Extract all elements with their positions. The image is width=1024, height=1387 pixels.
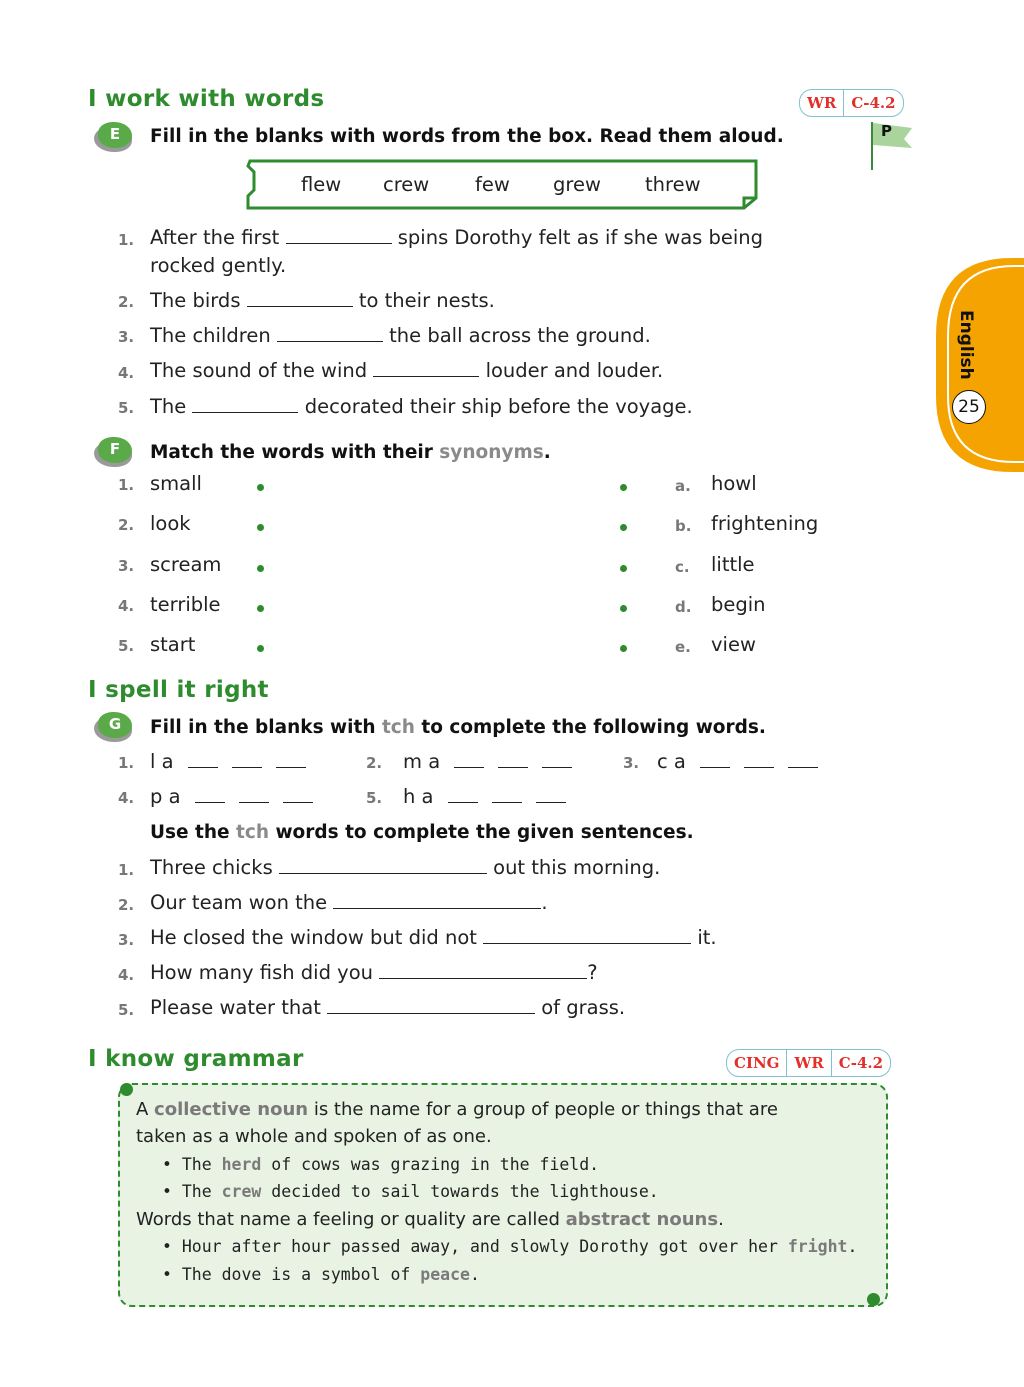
letter-blank[interactable] bbox=[536, 790, 566, 803]
match-right-word: little bbox=[711, 553, 755, 576]
box-word: threw bbox=[645, 173, 701, 196]
section-title-words: I work with words bbox=[88, 86, 325, 112]
skill-tags bbox=[799, 89, 904, 117]
option-letter: e. bbox=[675, 638, 691, 656]
match-left-word: start bbox=[150, 633, 196, 656]
option-letter: c. bbox=[675, 558, 690, 576]
match-dot-right[interactable] bbox=[620, 565, 627, 572]
letter-blank[interactable] bbox=[188, 755, 218, 768]
corner-dot bbox=[120, 1083, 133, 1096]
option-letter: a. bbox=[675, 477, 691, 495]
option-letter: d. bbox=[675, 598, 692, 616]
tag: C-4.2 bbox=[843, 90, 902, 116]
item-number: 3. bbox=[118, 328, 135, 346]
page-number: 25 bbox=[952, 390, 986, 424]
letter-blank[interactable] bbox=[283, 790, 313, 803]
instruction-use-tch: Use the tch words to complete the given sentences. bbox=[150, 822, 694, 843]
item-number: 1. bbox=[118, 754, 135, 772]
blank[interactable] bbox=[333, 894, 541, 909]
match-dot-right[interactable] bbox=[620, 524, 627, 531]
section-title-grammar: I know grammar bbox=[88, 1046, 304, 1072]
tag: WR bbox=[786, 1050, 830, 1076]
item-number: 4. bbox=[118, 789, 135, 807]
tag: C-4.2 bbox=[831, 1050, 890, 1076]
box-word: flew bbox=[301, 173, 342, 196]
sentence-e1: After the first spins Dorothy felt as if she was being bbox=[150, 226, 764, 249]
item-number: 2. bbox=[118, 516, 135, 534]
exercise-badge-e: E bbox=[94, 122, 134, 152]
match-right-word: view bbox=[711, 633, 756, 656]
instruction-e: Fill in the blanks with words from the box. Read them aloud. bbox=[150, 126, 784, 147]
blank[interactable] bbox=[192, 398, 298, 413]
letter-blank[interactable] bbox=[276, 755, 306, 768]
instruction-f: Match the words with their synonyms. bbox=[150, 442, 551, 463]
item-number: 3. bbox=[118, 557, 135, 575]
grammar-para-2: Words that name a feeling or quality are called abstract nouns. bbox=[136, 1209, 724, 1230]
item-number: 4. bbox=[118, 597, 135, 615]
item-number: 2. bbox=[118, 293, 135, 311]
blank[interactable] bbox=[286, 229, 392, 244]
tch-sentence-1: Three chicks out this morning. bbox=[150, 856, 661, 879]
blank[interactable] bbox=[373, 362, 479, 377]
tag: WR bbox=[807, 94, 837, 112]
match-dot-right[interactable] bbox=[620, 605, 627, 612]
match-dot-left[interactable] bbox=[257, 605, 264, 612]
exercise-badge-f: F bbox=[94, 437, 134, 467]
match-dot-left[interactable] bbox=[257, 524, 264, 531]
tch-word-2: m a bbox=[403, 750, 572, 773]
grammar-example: • The dove is a symbol of peace. bbox=[162, 1265, 480, 1284]
grammar-example: • The crew decided to sail towards the lighthouse. bbox=[162, 1182, 659, 1201]
blank[interactable] bbox=[327, 999, 535, 1014]
item-number: 5. bbox=[366, 789, 383, 807]
skill-tags bbox=[726, 1049, 891, 1077]
corner-dot bbox=[867, 1293, 880, 1306]
tch-sentence-2: Our team won the . bbox=[150, 891, 548, 914]
item-number: 3. bbox=[118, 931, 135, 949]
match-right-word: begin bbox=[711, 593, 766, 616]
exercise-badge-g: G bbox=[94, 712, 134, 742]
tch-sentence-4: How many fish did you ? bbox=[150, 961, 598, 984]
grammar-example: • Hour after hour passed away, and slowly Dorothy got over her fright. bbox=[162, 1237, 858, 1256]
sentence-e4: The sound of the wind louder and louder. bbox=[150, 359, 664, 382]
box-word: few bbox=[475, 173, 510, 196]
box-word: crew bbox=[383, 173, 430, 196]
sentence-e3: The children the ball across the ground. bbox=[150, 324, 651, 347]
blank[interactable] bbox=[247, 292, 353, 307]
tch-word-4: p a bbox=[150, 785, 313, 808]
letter-blank[interactable] bbox=[498, 755, 528, 768]
match-left-word: look bbox=[150, 512, 191, 535]
letter-blank[interactable] bbox=[454, 755, 484, 768]
item-number: 2. bbox=[366, 754, 383, 772]
sentence-e2: The birds to their nests. bbox=[150, 289, 495, 312]
match-dot-left[interactable] bbox=[257, 484, 264, 491]
letter-blank[interactable] bbox=[788, 755, 818, 768]
option-letter: b. bbox=[675, 517, 692, 535]
box-word: grew bbox=[553, 173, 601, 196]
tch-word-5: h a bbox=[403, 785, 566, 808]
item-number: 4. bbox=[118, 364, 135, 382]
tag: CING bbox=[734, 1054, 780, 1072]
side-tab-subject: English bbox=[956, 310, 976, 380]
side-tab bbox=[932, 256, 1024, 474]
grammar-para-1: A collective noun is the name for a group of people or things that are bbox=[136, 1099, 778, 1120]
match-left-word: terrible bbox=[150, 593, 221, 616]
instruction-g: Fill in the blanks with tch to complete the following words. bbox=[150, 717, 766, 738]
match-right-word: frightening bbox=[711, 512, 819, 535]
blank[interactable] bbox=[379, 964, 587, 979]
item-number: 2. bbox=[118, 896, 135, 914]
match-left-word: small bbox=[150, 472, 202, 495]
blank[interactable] bbox=[277, 327, 383, 342]
tch-sentence-3: He closed the window but did not it. bbox=[150, 926, 717, 949]
letter-blank[interactable] bbox=[195, 790, 225, 803]
letter-blank[interactable] bbox=[492, 790, 522, 803]
match-dot-left[interactable] bbox=[257, 645, 264, 652]
item-number: 3. bbox=[623, 754, 640, 772]
item-number: 1. bbox=[118, 476, 135, 494]
item-number: 4. bbox=[118, 966, 135, 984]
item-number: 5. bbox=[118, 1001, 135, 1019]
match-dot-left[interactable] bbox=[257, 565, 264, 572]
match-dot-right[interactable] bbox=[620, 484, 627, 491]
sentence-e5: The decorated their ship before the voyage. bbox=[150, 395, 693, 418]
letter-blank[interactable] bbox=[239, 790, 269, 803]
sentence-e1-cont: rocked gently. bbox=[150, 254, 287, 277]
match-left-word: scream bbox=[150, 553, 222, 576]
section-title-spell: I spell it right bbox=[88, 677, 269, 703]
tch-word-3: c a bbox=[657, 750, 818, 773]
blank[interactable] bbox=[279, 859, 487, 874]
letter-blank[interactable] bbox=[232, 755, 262, 768]
match-right-word: howl bbox=[711, 472, 757, 495]
grammar-para-1-cont: taken as a whole and spoken of as one. bbox=[136, 1126, 492, 1147]
letter-blank[interactable] bbox=[744, 755, 774, 768]
item-number: 1. bbox=[118, 231, 135, 249]
match-dot-right[interactable] bbox=[620, 645, 627, 652]
letter-blank[interactable] bbox=[448, 790, 478, 803]
item-number: 1. bbox=[118, 861, 135, 879]
letter-blank[interactable] bbox=[542, 755, 572, 768]
tch-sentence-5: Please water that of grass. bbox=[150, 996, 626, 1019]
flag-label: P bbox=[881, 122, 892, 140]
letter-blank[interactable] bbox=[700, 755, 730, 768]
item-number: 5. bbox=[118, 399, 135, 417]
tch-word-1: l a bbox=[150, 750, 306, 773]
blank[interactable] bbox=[483, 929, 691, 944]
grammar-example: • The herd of cows was grazing in the field. bbox=[162, 1155, 600, 1174]
item-number: 5. bbox=[118, 637, 135, 655]
